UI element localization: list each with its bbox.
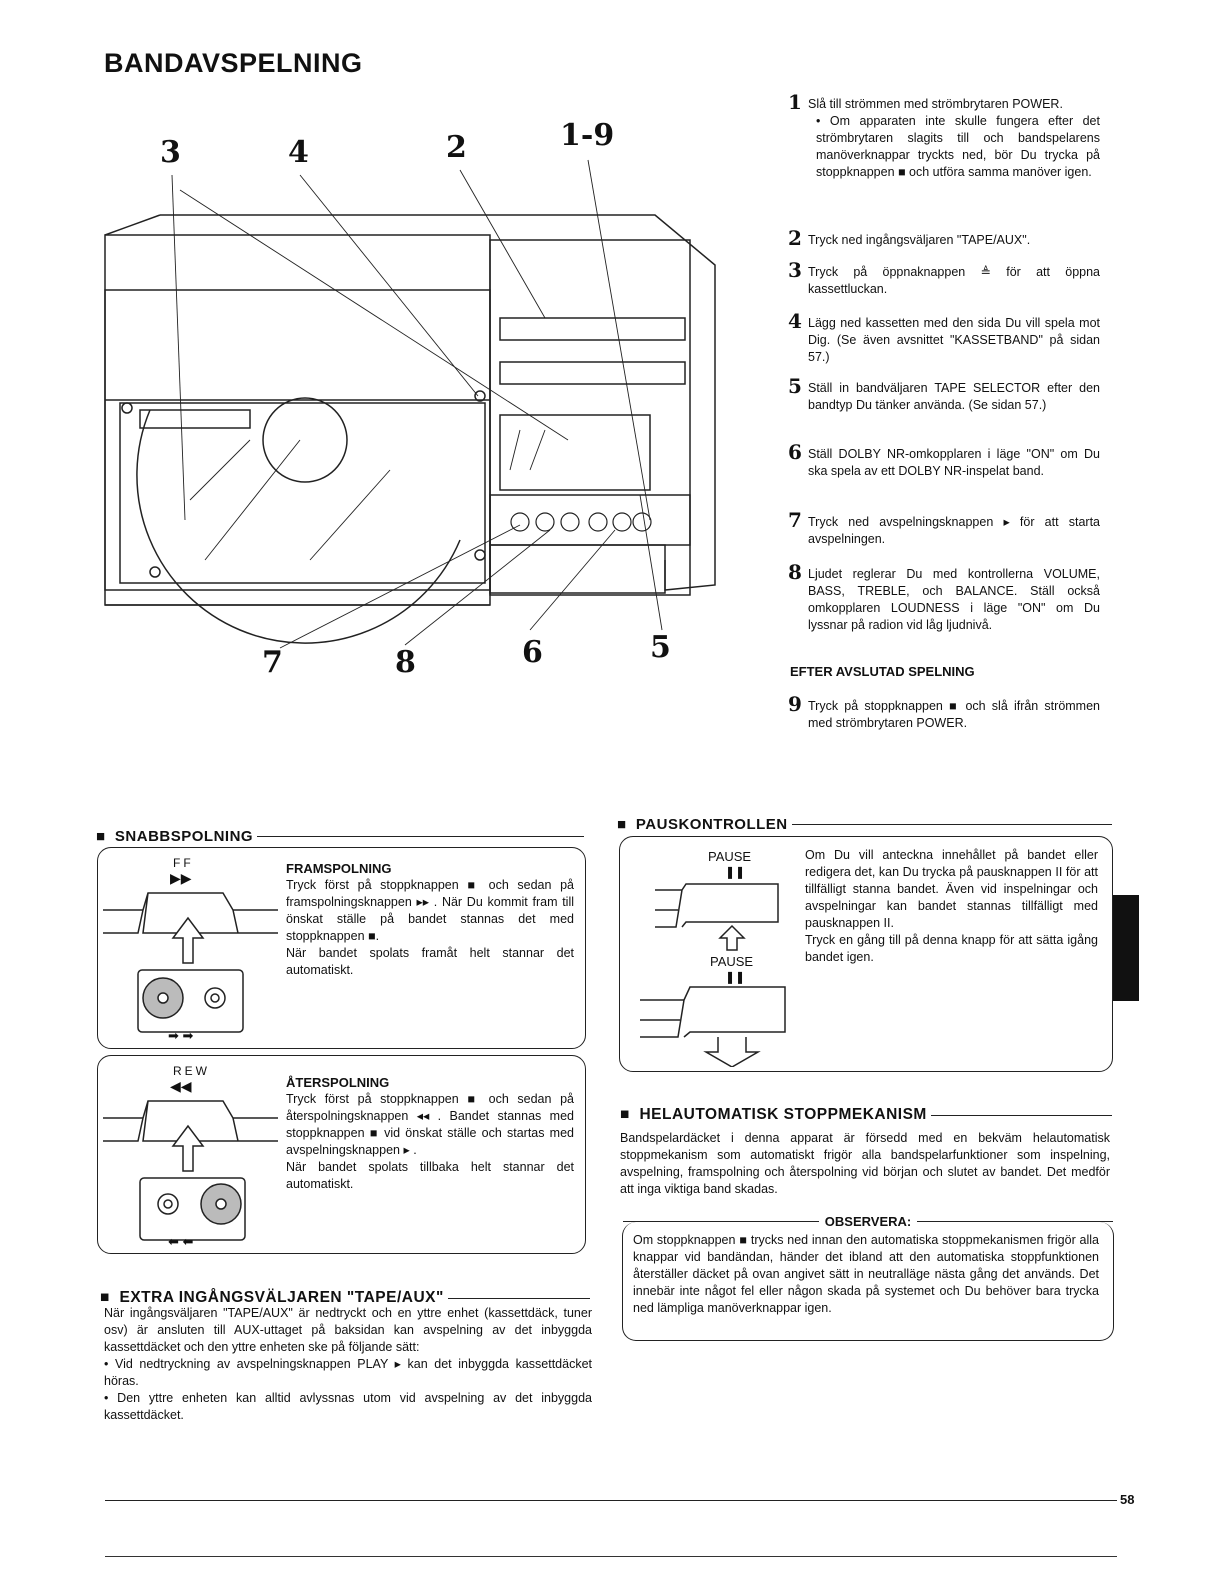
rew-label: REW [173,1064,210,1078]
section-heading: EXTRA INGÅNGSVÄLJAREN "TAPE/AUX" [119,1289,444,1306]
pause-label: PAUSE [708,849,752,864]
stereo-diagram [0,0,760,700]
pause-text: Om Du vill anteckna innehållet på bandet eller redigera det, kan Du trycka på pausknappen II för att tillfälligt stanna bandet. Även vid inspelningar och avspelningar kan bandet stannas tillfälligt med pausknappen II. [805,848,1098,930]
ff-box [97,847,586,1049]
pause-box [619,836,1113,1072]
step-text: Tryck ned ingångsväljaren "TAPE/AUX". [808,233,1031,247]
step-number: 5 [788,374,802,398]
step-number: 3 [788,258,802,282]
rew-box [97,1055,586,1254]
callout-3: 3 [160,135,181,170]
after-heading: EFTER AVSLUTAD SPELNING [790,664,975,679]
helauto-text: Bandspelardäcket i denna apparat är försedd med en bekväm helautomatisk stoppmekanism som automatiskt frigör alla bandspelarfunktioner som inspelning, avspelning, framspolning och återspolning vid början och slutet av bandet. Det medför att inga viktiga band skadas. [620,1131,1110,1196]
callout-8: 8 [395,645,416,680]
bullet-square-icon: ■ [100,1289,120,1306]
step-number: 1 [788,90,802,114]
step-5 [788,374,1100,414]
ff-title: FRAMSPOLNING [286,861,392,876]
step-text: Ställ DOLBY NR-omkopplaren i läge "ON" om Du ska spela av ett DOLBY NR-inspelat band. [808,447,1100,478]
bottom-rule [105,1556,1117,1557]
section-heading: SNABBSPOLNING [114,828,254,845]
step-number: 4 [788,309,802,333]
chapter-tab [1113,895,1139,1001]
section-snabbspolning [96,828,584,845]
callout-2: 2 [446,130,467,165]
page-title: BANDAVSPELNING [104,48,363,78]
section-helautomatisk [620,1106,1112,1124]
rew-text2: När bandet spolats tillbaka helt stannar det automatiskt. [286,1160,574,1191]
step-number: 2 [788,226,802,250]
pause-button-illustration [640,882,800,1067]
bullet-square-icon: ■ [620,1106,640,1123]
section-pauskontrollen [617,816,1112,833]
extra-text: När ingångsväljaren "TAPE/AUX" är nedtryckt och en yttre enhet (kassettdäck, tuner osv) är ansluten till AUX-uttaget på baksidan kan avspelning av det inbyggda kassettdäcket och den yttre enheten ske på följande sätt: [104,1306,592,1354]
ff-button-illustration [103,888,283,1043]
bullet-square-icon: ■ [617,816,636,833]
pause-label: PAUSE [710,954,754,969]
bullet-square-icon: ■ [96,828,115,845]
step-7 [788,508,1100,548]
step-3 [788,258,1100,298]
step-number: 6 [788,440,802,464]
step-text: Tryck på öppnaknappen ≜ för att öppna kassettluckan. [808,265,1100,296]
step-8 [788,560,1100,634]
step-text: Tryck på stoppknappen ■ och slå ifrån strömmen med strömbrytaren POWER. [808,699,1100,730]
step-note: • Om apparaten inte skulle fungera efter det strömbrytaren slagits till och bandspelarens manöverknappar tryckts ned, bör Du trycka på stoppknappen ■ och utföra samma manöver igen. [816,114,1100,179]
pause-text2: Tryck en gång till på denna knapp för att sätta igång bandet igen. [805,933,1098,964]
section-heading: HELAUTOMATISK STOPPMEKANISM [639,1106,927,1123]
rew-text: Tryck först på stoppknappen ■ och sedan på återspolningsknappen ◂◂ . Bandet stannas med stoppknappen ■ vid önskat ställe och startas med avspelningsknappen ▸ . [286,1092,574,1157]
callout-1-9: 1-9 [560,118,615,153]
ff-text: Tryck först på stoppknappen ■ och sedan på framspolningsknappen ▸▸ . När Du kommit fram till önskat ställe på bandet stannas det med stoppknappen ■. [286,878,574,943]
step-text: Ljudet reglerar Du med kontrollerna VOLUME, BASS, TREBLE, och BALANCE. Ställ också omkopplaren LOUDNESS i läge "ON" om Du lyssnar på radion vid låg ljudnivå. [808,567,1100,632]
ff-label: FF [173,856,194,870]
observera-text: Om stoppknappen ■ trycks ned innan den automatiska stoppmekanismen frigör alla knappar vid bandändan, händer det ibland att den automatiska stoppfunktionen återställer däcket på ovan angivet sätt in neutralläge nästa gång det används. Det innebär inte något fel eller någon skada på systemet och Du behöver bara trycka ned lämpliga manöverknappar igen. [633,1233,1099,1315]
step-9 [788,692,1100,732]
step-text: Ställ in bandväljaren TAPE SELECTOR efter den bandtyp Du tänker använda. (Se sidan 57.) [808,381,1100,412]
callout-4: 4 [288,135,309,170]
step-number: 7 [788,508,802,532]
callout-5: 5 [650,630,671,665]
page-number: 58 [1120,1492,1135,1507]
rew-symbol-icon: ◀◀ [170,1078,192,1094]
ff-text2: När bandet spolats framåt helt stannar det automatiskt. [286,946,574,977]
callout-7: 7 [262,645,283,680]
rew-direction-arrows-icon: ⬅ ⬅ [168,1234,194,1249]
observera-heading: OBSERVERA: [824,1214,912,1229]
step-6 [788,440,1100,480]
step-4 [788,309,1100,366]
footer-rule [105,1500,1117,1501]
observera-box [622,1214,1114,1341]
callout-6: 6 [522,635,543,670]
rew-title: ÅTERSPOLNING [286,1075,390,1090]
step-text: Lägg ned kassetten med den sida Du vill spela mot Dig. (Se även avsnittet "KASSETBAND" på sidan 57.) [808,316,1100,364]
pause-symbol-icon: ❚❚ [725,970,746,984]
step-1 [788,90,1100,181]
rew-button-illustration [103,1096,283,1251]
step-text: Slå till strömmen med strömbrytaren POWER. [808,97,1063,111]
step-number: 8 [788,560,802,584]
pause-symbol-icon: ❚❚ [725,865,746,879]
extra-bullet: • Vid nedtryckning av avspelningsknappen PLAY ▸ kan det inbyggda kassettdäcket höras. [104,1357,592,1388]
extra-bullet: • Den yttre enheten kan alltid avlyssnas utom vid avspelning av det inbyggda kassettdäcket. [104,1391,592,1422]
step-number: 9 [788,692,802,716]
ff-direction-arrows-icon: ➡ ➡ [168,1028,194,1043]
step-2 [788,226,1100,250]
step-text: Tryck ned avspelningsknappen ▸ för att starta avspelningen. [808,515,1100,546]
ff-symbol-icon: ▶▶ [170,870,192,886]
section-heading: PAUSKONTROLLEN [635,816,788,833]
